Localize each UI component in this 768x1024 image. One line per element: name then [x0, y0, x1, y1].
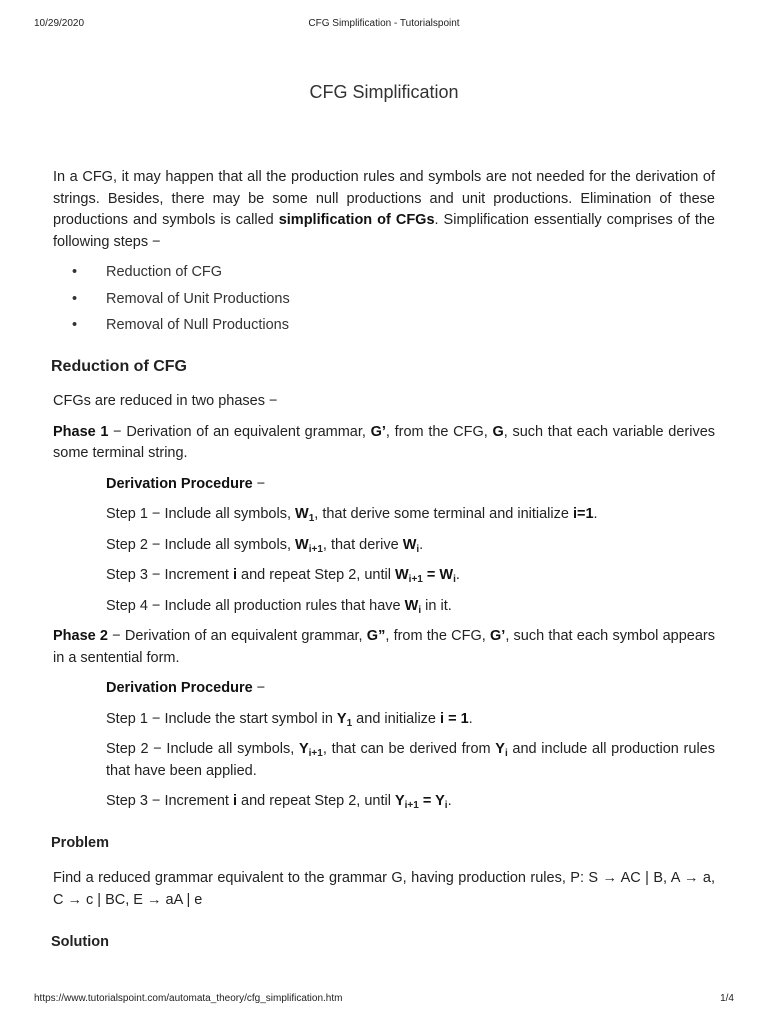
symbol-w: W [404, 597, 419, 614]
page-title: CFG Simplification [309, 82, 459, 102]
list-item [53, 262, 715, 289]
step-bold: i [232, 793, 237, 809]
step-text: Step 3 − Increment [106, 793, 233, 809]
phase2-procedure [53, 678, 715, 813]
step-text: . [593, 506, 598, 522]
bullet-icon: • [72, 264, 78, 280]
symbol-y: Y [495, 741, 505, 757]
step-text: , that can be derived from [322, 741, 496, 757]
subscript: i [444, 800, 448, 811]
problem-text: Find a reduced grammar equivalent to the grammar G, having production rules, P: S → AC | B, A → a, C → c | BC, E → aA | e [53, 870, 715, 908]
step-bold: i=1 [572, 506, 594, 522]
procedure-label: Derivation Procedure [106, 680, 253, 696]
phases-intro: CFGs are reduced in two phases − [53, 393, 278, 409]
symbol-y: Y [336, 710, 347, 727]
list-item-label: Reduction of CFG [106, 264, 223, 280]
section-heading-reduction: Reduction of CFG [51, 357, 187, 375]
phase1-paragraph [53, 422, 715, 465]
problem-heading: Problem [51, 834, 110, 851]
bullet-icon: • [72, 317, 78, 333]
subscript: i+1 [408, 574, 423, 585]
step-bold: i [232, 567, 237, 583]
subscript: i+1 [308, 543, 323, 555]
subscript: i [504, 748, 508, 759]
subscript: i [453, 574, 456, 585]
subscript: 1 [346, 717, 353, 729]
phase2-text: , from the CFG, [385, 628, 490, 644]
step-text: , that derive some terminal and initialize [314, 506, 573, 522]
subscript: i+1 [308, 748, 323, 759]
step-text: Step 4 − Include all production rules that have [106, 597, 405, 614]
procedure-dash: − [252, 475, 266, 492]
symbol-y: Y [394, 793, 405, 809]
symbol-w: W [295, 506, 309, 522]
phase2-step3 [106, 791, 715, 813]
step-text: in it. [421, 597, 452, 614]
grammar-symbol: G” [366, 628, 386, 644]
step-bold: = Y [418, 793, 445, 809]
footer-url: https://www.tutorialspoint.com/automata_theory/cfg_simplification.htm [34, 993, 343, 1004]
step-text: Step 2 − Include all symbols, [106, 741, 299, 757]
step-text: Step 1 − Include the start symbol in [106, 710, 337, 727]
phase2-text: − Derivation of an equivalent grammar, [108, 628, 367, 644]
footer-page-number: 1/4 [720, 993, 734, 1004]
step-bold: = W [422, 567, 454, 583]
phase1-text: , such that each variable derives some terminal string. [53, 423, 716, 461]
step-bold: i = 1 [440, 710, 469, 727]
step-text: . [468, 710, 473, 727]
header-title: CFG Simplification - Tutorialspoint [308, 18, 460, 29]
phase2-text: , such that each symbol appears in a sentential form. [53, 628, 715, 666]
phase2-step2 [106, 739, 715, 782]
step-text: . [447, 793, 452, 809]
list-item-label: Removal of Null Productions [106, 317, 289, 333]
procedure-heading [106, 474, 715, 496]
step-text: . [455, 567, 460, 583]
procedure-heading [106, 678, 715, 700]
symbol-w: W [394, 567, 409, 583]
list-item-label: Removal of Unit Productions [106, 290, 290, 307]
list-item [53, 315, 715, 342]
step-text: Step 2 − Include all symbols, [106, 536, 296, 553]
phase1-text: − Derivation of an equivalent grammar, [108, 423, 371, 440]
header-date: 10/29/2020 [34, 18, 85, 29]
step-text: Step 3 − Increment [106, 567, 233, 583]
step-text: and repeat Step 2, until [236, 567, 395, 583]
symbol-y: Y [298, 741, 309, 757]
phase1-label: Phase 1 [53, 423, 109, 440]
subscript: i [418, 604, 422, 616]
phase1-step2 [106, 535, 715, 557]
step-text: Step 1 − Include all symbols, [106, 506, 296, 522]
subscript: i+1 [404, 800, 419, 811]
solution-heading: Solution [51, 934, 109, 950]
steps-list [53, 262, 715, 342]
phase2-step1 [106, 709, 715, 731]
symbol-w: W [402, 536, 417, 553]
step-text: , that derive [322, 536, 403, 553]
intro-text-end: . Simplification essentially comprises of the following steps − [53, 212, 716, 250]
subscript: 1 [308, 513, 315, 524]
phase1-procedure [53, 474, 715, 618]
procedure-label: Derivation Procedure [106, 475, 253, 492]
intro-paragraph [53, 167, 715, 253]
phase1-step4 [106, 596, 715, 618]
phase1-step3 [106, 565, 715, 587]
phase1-step1 [106, 504, 715, 526]
symbol-w: W [295, 536, 309, 553]
article-content [53, 167, 715, 954]
step-text: and repeat Step 2, until [236, 793, 395, 809]
phase2-label: Phase 2 [53, 628, 108, 644]
step-text: and include all production rules that have been applied. [106, 741, 715, 779]
grammar-symbol: G [492, 423, 504, 440]
phase1-text: , from the CFG, [385, 423, 493, 440]
list-item [53, 289, 715, 316]
procedure-dash: − [252, 680, 266, 696]
intro-bold-term: simplification of CFGs [278, 212, 435, 228]
step-text: and initialize [352, 710, 441, 727]
grammar-symbol: G’ [490, 628, 506, 644]
bullet-icon: • [72, 290, 78, 307]
intro-text: In a CFG, it may happen that all the production rules and symbols are not needed for the derivation of strings. Besides, there may be some null productions and unit productions. Elimination of these productions and symbols is called [53, 169, 715, 228]
subscript: i [416, 543, 420, 555]
grammar-symbol: G’ [370, 423, 386, 440]
phase2-paragraph [53, 626, 715, 669]
step-text: . [419, 536, 424, 553]
